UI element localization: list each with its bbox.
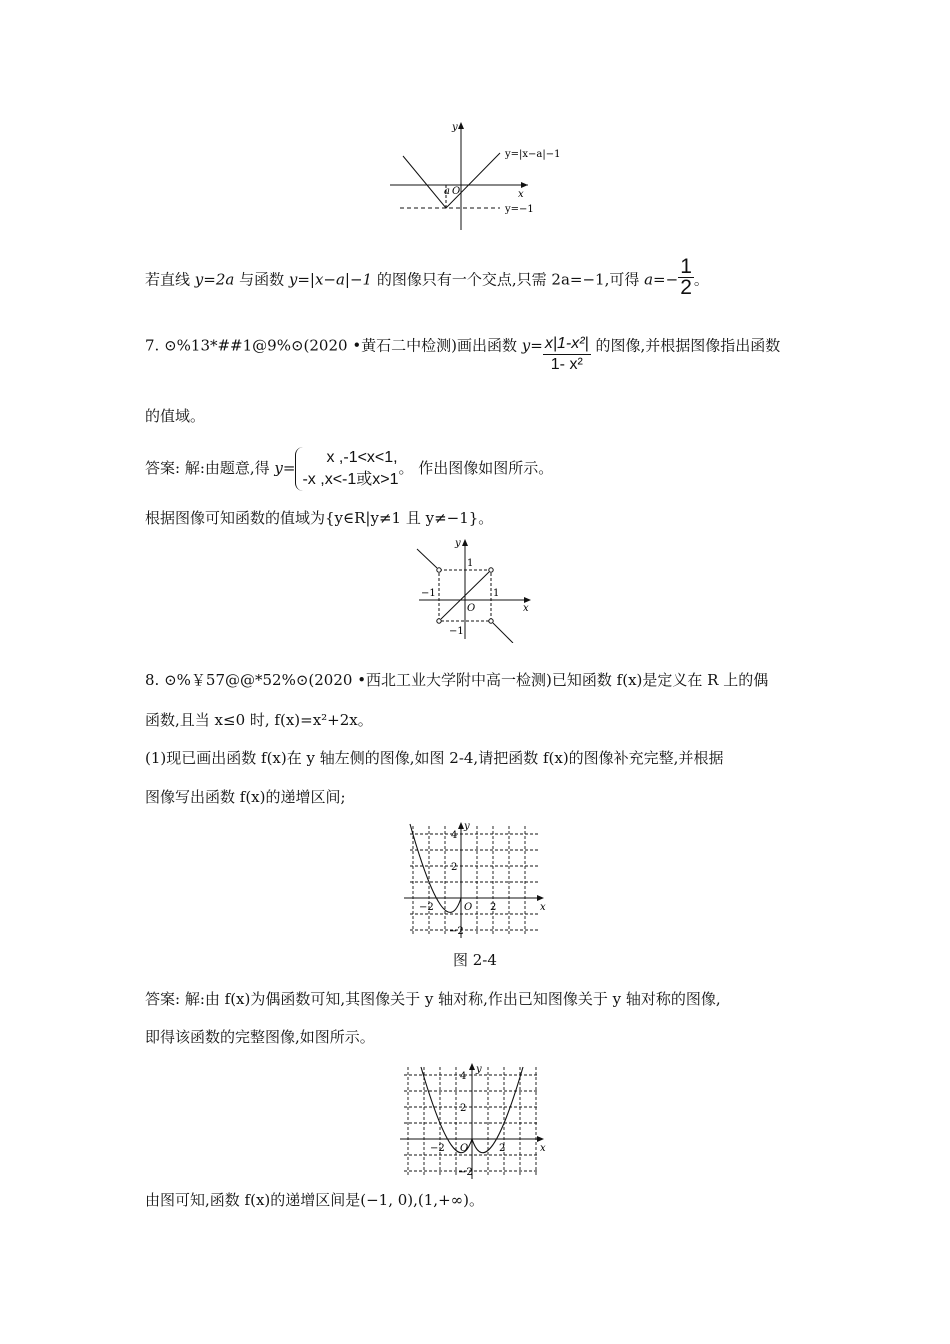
graph-partial-parabola xyxy=(400,818,550,940)
graph1-origin: O xyxy=(452,186,461,197)
q7-fraction xyxy=(543,334,591,375)
q7-num: x|1-x²| xyxy=(543,334,591,355)
q7-line-1 xyxy=(145,326,781,373)
fig-caption: 图 2-4 xyxy=(453,951,497,969)
graph2-x-label: x xyxy=(523,603,529,614)
graph3-y-label: y xyxy=(464,821,470,832)
ans8-line-2: 即得该函数的完整图像,如图所示。 xyxy=(145,1028,375,1046)
line1-fn: y=|x−a|−1 xyxy=(288,270,373,289)
graph2-tick-y1: 1 xyxy=(467,558,474,569)
q8-line-4: 图像写出函数 f(x)的递增区间; xyxy=(145,788,346,806)
q7-y-eq: y= xyxy=(521,336,543,355)
graph3-tick-x2: 2 xyxy=(490,902,497,913)
line1-suffix: 的图像只有一个交点,只需 2a=−1,可得 xyxy=(372,270,645,289)
frac-den: 2 xyxy=(680,276,692,299)
graph3-tick-xneg2: −2 xyxy=(419,902,434,913)
graph3-tick-y2: 2 xyxy=(451,862,458,873)
ans7-y-eq: y= xyxy=(274,459,296,477)
graph1-line-label: y=−1 xyxy=(505,204,534,215)
graph1-x-label: x xyxy=(518,189,524,200)
graph3-tick-y4: 4 xyxy=(451,830,458,841)
ans7-case1: x ,-1<x<1, xyxy=(326,449,398,466)
ans8-line-1: 答案: 解:由 f(x)为偶函数可知,其图像关于 y 轴对称,作出已知图像关于 y 轴对称的图像, xyxy=(145,990,721,1008)
graph4-tick-y4: 4 xyxy=(460,1071,467,1082)
ans7-line-1 xyxy=(145,446,553,491)
graph1-curve-label: y=|x−a|−1 xyxy=(505,149,561,160)
q7-prefix: 7. ⊙%13*##1@9%⊙(2020 •黄石二中检测)画出函数 xyxy=(145,336,522,355)
line1-a-eq: a=− xyxy=(644,270,679,289)
graph4-tick-x2: 2 xyxy=(499,1143,506,1154)
q8-line-2: 函数,且当 x≤0 时, f(x)=x²+2x。 xyxy=(145,711,373,729)
q7-suffix: 的图像,并根据图像指出函数 xyxy=(590,336,781,355)
graph3-origin: O xyxy=(464,902,473,913)
line1-prefix: 若直线 xyxy=(145,270,195,289)
line1-end: 。 xyxy=(693,270,709,289)
graph1-a-label: a xyxy=(444,186,450,197)
graph4-tick-y2: 2 xyxy=(460,1103,467,1114)
graph4-tick-xneg2: −2 xyxy=(430,1143,445,1154)
frac-num: 1 xyxy=(680,255,692,278)
graph-abs-value xyxy=(388,118,578,232)
graph4-y-label: y xyxy=(476,1064,482,1075)
graph3-x-label: x xyxy=(540,902,546,913)
graph2-tick-xneg1: −1 xyxy=(421,588,436,599)
graph3-tick-yneg2: −2 xyxy=(449,926,464,937)
ans7-case2: -x ,x<-1或x>1 xyxy=(302,471,399,488)
graph-full-parabola xyxy=(398,1063,550,1181)
line1-fraction xyxy=(678,257,694,298)
q8-line-1: 8. ⊙%￥57@@*52%⊙(2020 •西北工业大学附中高一检测)已知函数 f(x)是定义在 R 上的偶 xyxy=(145,671,769,689)
graph4-tick-yneg2: −2 xyxy=(458,1167,473,1178)
ans7-range: 根据图像可知函数的值域为{y∈R|y≠1 且 y≠−1}。 xyxy=(145,509,494,527)
q7-den: 1- x² xyxy=(550,356,583,373)
ans8-line-3: 由图可知,函数 f(x)的递增区间是(−1, 0),(1,+∞)。 xyxy=(145,1191,484,1209)
ans7-prefix: 答案: 解:由题意,得 xyxy=(145,459,275,477)
graph2-tick-x1: 1 xyxy=(493,588,500,599)
line1-y2a: y=2a xyxy=(194,270,235,289)
graph4-x-label: x xyxy=(540,1143,546,1154)
graph-piecewise xyxy=(415,535,535,643)
graph1-y-label: y xyxy=(452,122,458,133)
q7-line-2: 的值域。 xyxy=(145,407,206,425)
text-line-1 xyxy=(145,255,709,301)
ans7-suffix: 。 作出图像如图所示。 xyxy=(398,459,554,477)
line1-mid: 与函数 xyxy=(234,270,289,289)
graph2-tick-yneg1: −1 xyxy=(449,626,464,637)
ans7-piecewise xyxy=(295,447,398,491)
graph2-y-label: y xyxy=(455,538,461,549)
q8-line-3: (1)现已画出函数 f(x)在 y 轴左侧的图像,如图 2-4,请把函数 f(x)的图像补充完整,并根据 xyxy=(145,749,724,767)
graph2-origin: O xyxy=(467,603,476,614)
graph4-origin: O xyxy=(460,1143,469,1154)
